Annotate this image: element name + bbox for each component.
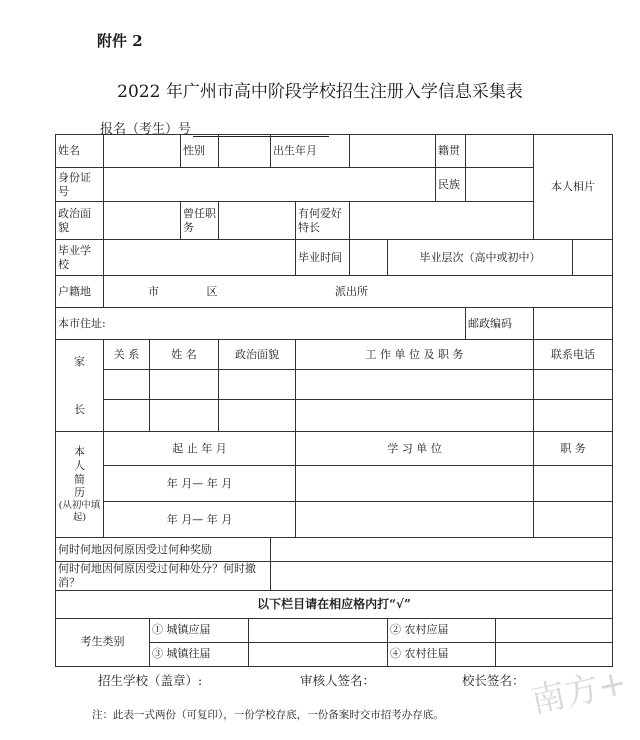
gender-label: 性别 (181, 135, 219, 168)
name-value[interactable] (104, 135, 181, 168)
registration-number-label: 报名（考生）号 (100, 122, 192, 137)
hukou-district: 区 (206, 284, 218, 298)
native-place-label: 籍贯 (436, 135, 466, 168)
former-post-label: 曾任职务 (181, 202, 219, 240)
gender-value[interactable] (219, 135, 271, 168)
hukou-value[interactable] (104, 276, 613, 308)
former-post-value[interactable] (219, 202, 296, 240)
family-row1-phone[interactable] (534, 370, 613, 400)
resume-col-period: 起 止 年 月 (104, 432, 296, 466)
postcode-value[interactable] (534, 308, 613, 340)
family-row1-relation[interactable] (104, 370, 150, 400)
school-seal-label: 招生学校（盖章）: (98, 673, 203, 688)
resume-row2-post[interactable] (534, 502, 613, 538)
postcode-label: 邮政编码 (466, 308, 534, 340)
category-label: 考生类别 (56, 618, 150, 666)
family-row1-political[interactable] (219, 370, 296, 400)
native-place-value[interactable] (466, 135, 534, 168)
grad-level-label: 毕业层次（高中或初中） (388, 240, 573, 276)
family-col-name: 姓 名 (150, 340, 219, 370)
reviewer-signature-label: 审核人签名： (300, 673, 376, 688)
resume-row1-unit[interactable] (296, 466, 534, 502)
ethnicity-label: 民族 (436, 168, 466, 202)
hukou-city: 市 (148, 284, 159, 298)
information-form-table (55, 134, 613, 667)
hukou-label: 户籍地 (56, 276, 104, 308)
family-row1-work[interactable] (296, 370, 534, 400)
grad-school-value[interactable] (104, 240, 296, 276)
family-row2-relation[interactable] (104, 400, 150, 432)
resume-col-post: 职 务 (534, 432, 613, 466)
category-urban-current-box[interactable] (249, 618, 388, 642)
photo-box: 本人相片 (534, 135, 613, 240)
family-col-political: 政治面貌 (219, 340, 296, 370)
grad-time-value[interactable] (350, 240, 388, 276)
id-card-value[interactable] (104, 168, 436, 202)
watermark-logo: 南方+ (527, 662, 631, 722)
grad-time-label: 毕业时间 (296, 240, 350, 276)
family-row2-phone[interactable] (534, 400, 613, 432)
resume-row1-period[interactable]: 年 月— 年 月 (104, 466, 296, 502)
family-label: 家 长 (56, 340, 104, 432)
category-urban-current: ① 城镇应届 (150, 618, 249, 642)
family-col-phone: 联系电话 (534, 340, 613, 370)
name-label: 姓名 (56, 135, 104, 168)
category-urban-past: ③ 城镇往届 (150, 642, 249, 666)
family-row2-political[interactable] (219, 400, 296, 432)
resume-row2-unit[interactable] (296, 502, 534, 538)
resume-note: (从初中填起) (58, 500, 101, 523)
address-field[interactable] (56, 308, 466, 340)
grad-school-label: 毕业学校 (56, 240, 104, 276)
awards-label: 何时何地因何原因受过何种奖励 (56, 538, 271, 562)
principal-signature-label: 校长签名： (462, 673, 525, 688)
family-row2-work[interactable] (296, 400, 534, 432)
address-label: 本市住址: (58, 316, 106, 330)
family-col-work: 工 作 单 位 及 职 务 (296, 340, 534, 370)
political-value[interactable] (104, 202, 181, 240)
family-row2-name[interactable] (150, 400, 219, 432)
resume-row2-period[interactable]: 年 月— 年 月 (104, 502, 296, 538)
birth-value[interactable] (350, 135, 436, 168)
resume-row1-post[interactable] (534, 466, 613, 502)
awards-value[interactable] (271, 538, 613, 562)
hukou-station: 派出所 (335, 284, 368, 298)
id-card-label: 身份证号 (56, 168, 104, 202)
category-urban-past-box[interactable] (249, 642, 388, 666)
tick-instruction: 以下栏目请在相应格内打“√” (56, 590, 613, 618)
political-label: 政治面貌 (56, 202, 104, 240)
resume-label: 本人简历 (74, 445, 85, 500)
hobby-value[interactable] (350, 202, 534, 240)
hobby-label: 有何爱好特长 (296, 202, 350, 240)
form-title: 2022 年广州市高中阶段学校招生注册入学信息采集表 (117, 82, 523, 102)
ethnicity-value[interactable] (466, 168, 534, 202)
grad-level-value[interactable] (573, 240, 613, 276)
resume-label-cell (56, 432, 104, 538)
punish-label: 何时何地因何原因受过何种处分？何时撤消？ (56, 562, 271, 591)
category-rural-past: ④ 农村往届 (388, 642, 496, 666)
footer-note: 注：此表一式两份（可复印），一份学校存底，一份备案时交市招考办存底。 (92, 709, 444, 721)
punish-value[interactable] (271, 562, 613, 591)
family-row1-name[interactable] (150, 370, 219, 400)
attachment-label: 附件 2 (97, 32, 143, 50)
birth-label: 出生年月 (271, 135, 350, 168)
family-col-relation: 关 系 (104, 340, 150, 370)
resume-col-unit: 学 习 单 位 (296, 432, 534, 466)
category-rural-current-box[interactable] (496, 618, 613, 642)
category-rural-current: ② 农村应届 (388, 618, 496, 642)
